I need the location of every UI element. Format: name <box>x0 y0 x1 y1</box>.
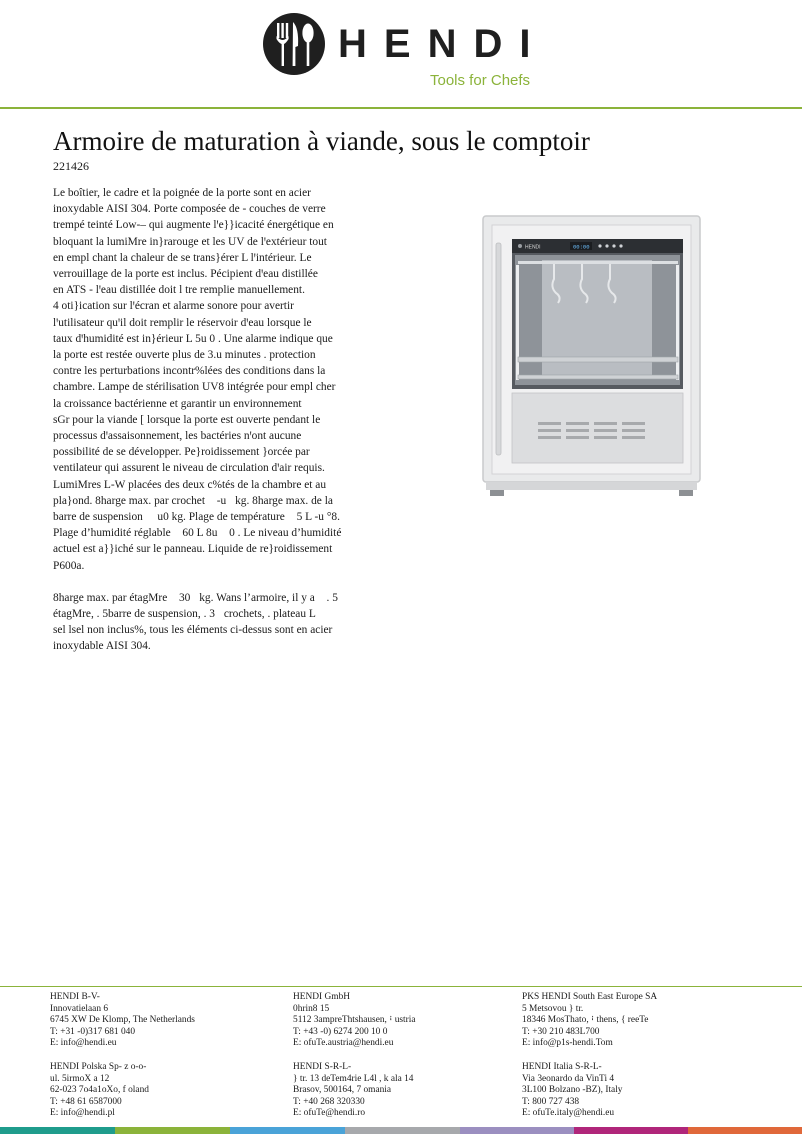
brand-name: HENDI <box>338 22 548 66</box>
product-sku: 221426 <box>53 159 89 173</box>
office-email[interactable]: E: info@hendi.eu <box>50 1038 117 1049</box>
office-name: HENDI Polska Sp- z o-o- <box>50 1062 147 1072</box>
office-phone: T: +48 61 6587000 <box>50 1096 122 1107</box>
office-contact <box>293 1062 513 1120</box>
footer-stripe-segment <box>688 1127 802 1134</box>
footer-stripe-segment <box>460 1127 574 1134</box>
office-address: 5 Metsovou } tr. <box>522 1003 584 1014</box>
display-reading: 00:00 <box>573 243 590 251</box>
office-name: HENDI B-V- <box>50 992 100 1002</box>
office-phone: T: 800 727 438 <box>522 1096 580 1107</box>
description-paragraph: Le boîtier, le cadre et la poignée de la porte sont en acier inoxydable AISI 304. Porte composée de - couches de verre trempé teinté Low-– qui augmente lꞌe}}icacité énergétique en bloquant la lumiMre in}rarouge et les UV de lꞌextérieur tout en empl chant la chaleur de se trans}érer L lꞌintérieur. Le verrouillage de la porte est inclus. Pécipient dꞌeau distillée en ATS - lꞌeau distillée doit l tre remplie manuellement. 4 oti}ication sur lꞌécran et alarme sonore pour avertir lꞌutilisateur quꞌil doit remplir le réservoir dꞌeau lorsque le taux dꞌhumidité est in}érieur L 5u 0 . Une alarme indique que la porte est restée ouverte plus de 3.u minutes . protection contre les perturbations incontr%lées des conditions dans la chambre. Lampe de stérilisation UV8 intégrée pour empl cher la croissance bactérienne et garantir un environnement sGr pour la viande [ lorsque la porte est ouverte pendant le processus dꞌassaisonnement, les bactéries nꞌont aucune possibilité de se développer. Pe}roidissement }orcée par ventilateur qui assurent le niveau de circulation dꞌair requis. LumiMres L-W placées des deux c%tés de la chambre et au pla}ond. 8harge max. par crochet  -u kg. 8harge max. de la barre de suspension   u0 kg. Plage de température  5 L -u °8. Plage d’humidité réglable  60 L 8u  0 . Le niveau d’humidité actuel est a}}iché sur le panneau. Liquide de re}roidissement  P600a. <box>53 187 342 572</box>
office-address: ul. 5irmoX a 12 <box>50 1073 110 1084</box>
office-address: 18346 MosThato, ꜟ thens, { reeTe <box>522 1015 649 1026</box>
office-phone: T: +40 268 320330 <box>293 1096 365 1107</box>
cutlery-logo-icon <box>262 12 326 76</box>
office-email[interactable]: E: ofuTe@hendi.ro <box>293 1108 366 1119</box>
office-address: 62-023 7o4a1oXo, f oland <box>50 1085 149 1096</box>
office-phone: T: +31 -0)317 681 040 <box>50 1026 136 1037</box>
office-contact <box>522 992 742 1050</box>
office-phone: T: +43 -0) 6274 200 10 0 <box>293 1026 388 1037</box>
footer-stripe-segment <box>0 1127 115 1134</box>
office-email[interactable]: E: info@hendi.pl <box>50 1108 115 1119</box>
office-contact <box>50 1062 270 1120</box>
panel-logo-icon <box>518 244 522 248</box>
footer-stripe-segment <box>115 1127 230 1134</box>
product-image <box>482 215 701 504</box>
product-description <box>53 185 363 671</box>
footer-stripe-segment <box>230 1127 345 1134</box>
foot <box>679 490 693 496</box>
office-address: 0hrin8 15 <box>293 1003 330 1014</box>
footer-divider <box>0 986 802 987</box>
page-header <box>0 0 802 108</box>
office-name: HENDI Italia S-R-L- <box>522 1062 602 1072</box>
office-name: HENDI S-R-L- <box>293 1062 352 1072</box>
office-address: 6745 XW De Klomp, The Netherlands <box>50 1015 195 1026</box>
brand-tagline: Tools for Chefs <box>430 72 531 89</box>
office-address: 5112 3ampreThtshausen, ꜟ ustria <box>293 1015 416 1026</box>
office-name: PKS HENDI South East Europe SA <box>522 992 658 1002</box>
shelf <box>518 357 678 362</box>
office-address: Brasov, 500164, 7 omania <box>293 1085 392 1096</box>
office-address: } tr. 13 deTem4rie L4l , k ala 14 <box>293 1073 414 1084</box>
hanging-bar <box>518 261 678 264</box>
office-email[interactable]: E: ofuTe.austria@hendi.eu <box>293 1038 394 1049</box>
office-contact <box>50 992 270 1050</box>
footer-stripe-segment <box>345 1127 460 1134</box>
panel-brand: HENDI <box>525 244 541 251</box>
office-contact <box>293 992 513 1050</box>
header-divider <box>0 107 802 109</box>
product-title: Armoire de maturation à viande, sous le comptoir <box>53 126 590 156</box>
foot <box>490 490 504 496</box>
office-address: Via 3eonardo da VinTi 4 <box>522 1073 615 1084</box>
description-paragraph: 8harge max. par étagMre  30 kg. Wans l’armoire, il y a  . 5 étagMre, . 5barre de suspension, . 3 crochets, . plateau L sel lsel non inclus%, tous les éléments ci-dessus sont en acier inoxydable AISI 304. <box>53 591 338 653</box>
office-contact <box>522 1062 742 1120</box>
office-address: 3L100 Bolzano -BZ), Italy <box>522 1085 623 1096</box>
office-email[interactable]: E: ofuTe.italy@hendi.eu <box>522 1108 615 1119</box>
office-name: HENDI GmbH <box>293 992 351 1002</box>
office-email[interactable]: E: info@p1s-hendi.Tom <box>522 1038 613 1049</box>
office-phone: T: +30 210 483L700 <box>522 1026 600 1037</box>
footer-stripe-segment <box>574 1127 688 1134</box>
office-address: Innovatielaan 6 <box>50 1003 109 1014</box>
